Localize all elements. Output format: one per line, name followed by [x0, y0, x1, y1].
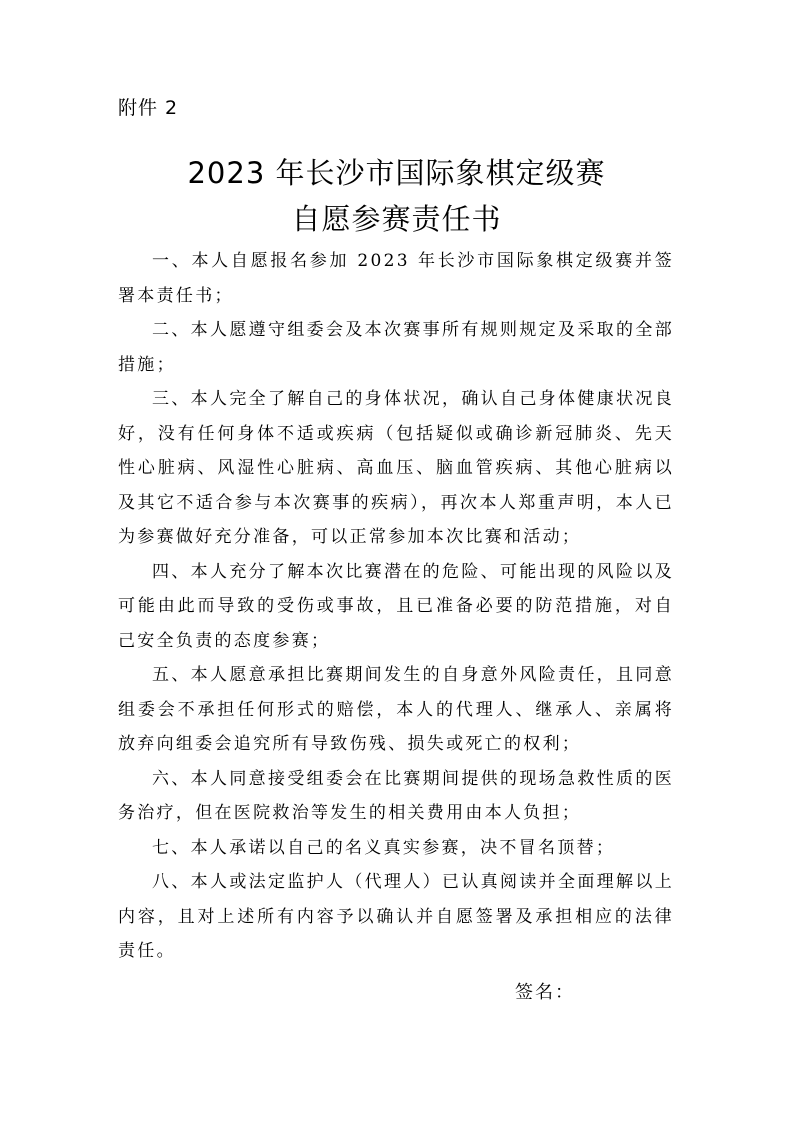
document-title-line-2: 自愿参赛责任书	[291, 202, 502, 236]
document-body	[118, 244, 674, 969]
clause-7: 七、本人承诺以自己的名义真实参赛，决不冒名顶替；	[152, 837, 616, 858]
clause-2: 二、本人愿遵守组委会及本次赛事所有规则规定及采取的全部措施；	[118, 320, 674, 375]
clause-8: 八、本人或法定监护人（代理人）已认真阅读并全面理解以上内容，且对上述所有内容予以确认并自愿签署及承担相应的法律责任。	[118, 872, 674, 961]
attachment-label: 附件 2	[118, 97, 179, 119]
clause-4: 四、本人充分了解本次比赛潜在的危险、可能出现的风险以及可能由此而导致的受伤或事故，且已准备必要的防范措施，对自己安全负责的态度参赛；	[118, 561, 674, 651]
clause-5: 五、本人愿意承担比赛期间发生的自身意外风险责任，且同意组委会不承担任何形式的赔偿，本人的代理人、继承人、亲属将放弃向组委会追究所有导致伤残、损失或死亡的权利；	[118, 665, 674, 754]
clause-6: 六、本人同意接受组委会在比赛期间提供的现场急救性质的医务治疗，但在医院救治等发生的相关费用由本人负担；	[118, 768, 674, 823]
clause-1: 一、本人自愿报名参加 2023 年长沙市国际象棋定级赛并签署本责任书；	[118, 251, 674, 306]
document-title-line-1: 2023 年长沙市国际象棋定级赛	[187, 156, 606, 190]
clause-3: 三、本人完全了解自己的身体状况，确认自己身体健康状况良好，没有任何身体不适或疾病（包括疑似或确诊新冠肺炎、先天性心脏病、风湿性心脏病、高血压、脑血管疾病、其他心脏病以及其它不适合参与本次赛事的疾病），再次本人郑重声明，本人已为参赛做好充分准备，可以正常参加本次比赛和活动；	[118, 389, 674, 547]
signature-label: 签名：	[515, 982, 575, 1003]
